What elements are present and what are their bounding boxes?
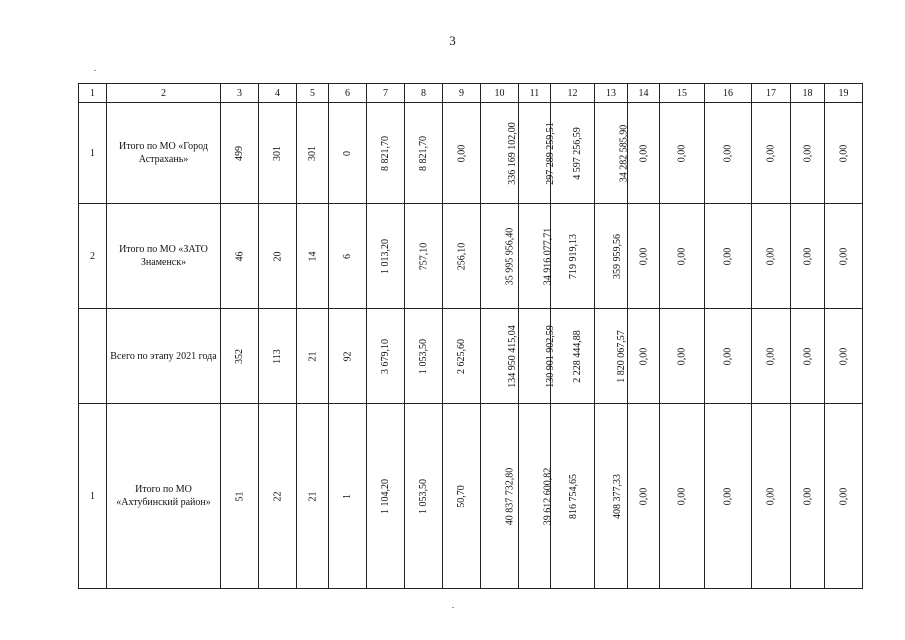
- value-cell-col-14: [628, 309, 660, 404]
- value-text: 0,00: [456, 144, 467, 162]
- value-text: 0,00: [802, 487, 813, 505]
- value-text: 0,00: [765, 347, 777, 365]
- value-text: 1 013,20: [380, 238, 391, 274]
- header-cell-2: 2: [107, 84, 221, 103]
- value-text: 8 821,70: [418, 135, 429, 171]
- value-text: 39 612 600,82: [542, 467, 554, 525]
- value-text: 0,00: [765, 487, 777, 505]
- header-cell-3: 3: [221, 84, 259, 103]
- row-name-cell: Итого по МО «Ахтубинский район»: [107, 404, 221, 589]
- value-text: 359 959,56: [612, 233, 623, 279]
- header-cell-10: 10: [481, 84, 519, 103]
- header-cell-19: 19: [825, 84, 863, 103]
- header-cell-12: 12: [551, 84, 595, 103]
- value-text: 40 837 732,80: [504, 467, 516, 525]
- value-text: 134 950 415,04: [506, 324, 518, 388]
- value-text: 0,00: [638, 487, 649, 505]
- value-cell-col-4: [259, 309, 297, 404]
- header-cell-15: 15: [660, 84, 705, 103]
- value-cell-col-16: [705, 309, 752, 404]
- value-cell-col-5: [297, 404, 329, 589]
- value-text: 21: [307, 491, 318, 501]
- value-cell-col-13: [595, 103, 628, 204]
- value-cell-col-15: [660, 103, 705, 204]
- value-text: 0,00: [838, 347, 849, 365]
- value-cell-col-16: [705, 103, 752, 204]
- value-text: 34 282 585,90: [618, 124, 630, 182]
- header-cell-1: 1: [79, 84, 107, 103]
- value-text: 0,00: [838, 144, 849, 162]
- value-text: 2 625,60: [456, 338, 467, 374]
- value-text: 20: [272, 251, 283, 261]
- value-cell-col-16: [705, 404, 752, 589]
- value-text: 256,10: [456, 242, 467, 270]
- value-cell-col-4: [259, 404, 297, 589]
- value-cell-col-15: [660, 204, 705, 309]
- table-row: [79, 103, 863, 204]
- value-cell-col-14: [628, 404, 660, 589]
- value-text: 35 995 956,40: [504, 227, 516, 285]
- value-text: 6: [342, 253, 353, 259]
- header-cell-9: 9: [443, 84, 481, 103]
- value-text: 499: [234, 145, 245, 161]
- value-cell-col-3: [221, 404, 259, 589]
- value-text: 34 916 077,71: [542, 227, 554, 285]
- value-cell-col-11: [519, 309, 556, 404]
- header-cell-6: 6: [329, 84, 367, 103]
- value-text: 352: [234, 348, 245, 364]
- table-row: [79, 204, 863, 309]
- value-cell-col-5: [297, 204, 329, 309]
- header-row: [79, 84, 863, 103]
- value-text: 0,00: [676, 247, 688, 265]
- value-cell-col-9: [443, 309, 481, 404]
- value-cell-col-7: [367, 309, 405, 404]
- value-cell-col-10: [481, 204, 519, 309]
- value-cell-col-18: [791, 103, 825, 204]
- value-text: 0,00: [838, 487, 849, 505]
- value-cell-col-18: [791, 309, 825, 404]
- value-text: 1 053,50: [418, 338, 429, 374]
- value-cell-col-7: [367, 204, 405, 309]
- value-cell-col-17: [752, 204, 791, 309]
- value-text: 0: [342, 150, 353, 156]
- value-cell-col-13: [595, 204, 628, 309]
- value-cell-col-3: [221, 309, 259, 404]
- value-cell-col-5: [297, 103, 329, 204]
- value-text: 1 104,20: [380, 478, 391, 514]
- header-cell-11: 11: [519, 84, 551, 103]
- value-text: 0,00: [722, 144, 734, 162]
- value-text: 1 053,50: [418, 478, 429, 514]
- value-text: 408 377,33: [612, 473, 623, 519]
- value-cell-col-10: [481, 309, 519, 404]
- header-cell-14: 14: [628, 84, 660, 103]
- value-text: 0,00: [765, 247, 777, 265]
- value-text: 3 679,10: [380, 338, 391, 374]
- value-cell-col-18: [791, 204, 825, 309]
- value-text: 0,00: [802, 247, 813, 265]
- value-cell-col-13: [595, 404, 628, 589]
- value-cell-col-8: [405, 103, 443, 204]
- row-number-cell: 1: [79, 404, 107, 589]
- value-text: 816 754,65: [568, 473, 579, 519]
- value-cell-col-19: [825, 103, 863, 204]
- value-text: 0,00: [638, 144, 649, 162]
- value-text: 0,00: [722, 347, 734, 365]
- value-cell-col-11: [519, 404, 554, 589]
- value-cell-col-12: [551, 404, 595, 589]
- value-cell-col-17: [752, 404, 791, 589]
- value-cell-col-17: [752, 103, 791, 204]
- value-cell-col-10: [481, 103, 519, 204]
- value-cell-col-9: [443, 103, 481, 204]
- value-text: 4 597 256,59: [571, 126, 583, 180]
- value-text: 2 228 444,88: [571, 329, 583, 383]
- value-cell-col-12: [551, 309, 595, 404]
- value-text: 297 289 259,51: [544, 121, 556, 185]
- value-cell-col-15: [660, 309, 705, 404]
- value-cell-col-14: [628, 103, 660, 204]
- value-text: 51: [234, 491, 245, 501]
- value-cell-col-7: [367, 103, 405, 204]
- value-text: 0,00: [802, 144, 813, 162]
- value-cell-col-11: [519, 103, 556, 204]
- value-cell-col-18: [791, 404, 825, 589]
- value-cell-col-19: [825, 404, 863, 589]
- value-text: 0,00: [838, 247, 849, 265]
- value-text: 0,00: [802, 347, 813, 365]
- header-cell-5: 5: [297, 84, 329, 103]
- value-cell-col-16: [705, 204, 752, 309]
- value-cell-col-9: [443, 404, 481, 589]
- value-text: 757,10: [418, 242, 429, 270]
- header-cell-18: 18: [791, 84, 825, 103]
- value-cell-col-4: [259, 204, 297, 309]
- value-text: 0,00: [765, 144, 777, 162]
- value-text: 0,00: [638, 347, 649, 365]
- header-cell-13: 13: [595, 84, 628, 103]
- value-text: 0,00: [676, 144, 688, 162]
- value-cell-col-3: [221, 103, 259, 204]
- value-text: 1: [342, 493, 353, 499]
- value-text: 336 169 102,00: [506, 121, 518, 185]
- value-text: 8 821,70: [380, 135, 391, 171]
- header-cell-4: 4: [259, 84, 297, 103]
- value-text: 50,70: [456, 484, 467, 508]
- value-cell-col-6: [329, 404, 367, 589]
- value-cell-col-8: [405, 204, 443, 309]
- value-cell-col-11: [519, 204, 554, 309]
- value-text: 719 919,13: [568, 233, 579, 279]
- value-cell-col-12: [551, 103, 595, 204]
- value-cell-col-8: [405, 309, 443, 404]
- row-name-cell: Всего по этапу 2021 года: [107, 309, 221, 404]
- value-cell-col-8: [405, 404, 443, 589]
- value-text: 0,00: [722, 487, 734, 505]
- value-text: 113: [271, 348, 283, 364]
- value-cell-col-15: [660, 404, 705, 589]
- value-text: 46: [234, 251, 245, 261]
- header-cell-7: 7: [367, 84, 405, 103]
- value-text: 301: [307, 145, 318, 161]
- table-row: [79, 309, 863, 404]
- value-cell-col-12: [551, 204, 595, 309]
- value-text: 1 820 067,57: [615, 329, 627, 383]
- table-row: [79, 404, 863, 589]
- row-name-cell: Итого по МО «ЗАТО Знаменск»: [107, 204, 221, 309]
- value-cell-col-5: [297, 309, 329, 404]
- value-text: 301: [272, 145, 283, 161]
- value-cell-col-19: [825, 309, 863, 404]
- value-text: 0,00: [722, 247, 734, 265]
- value-cell-col-13: [595, 309, 628, 404]
- page-number: 3: [449, 33, 456, 48]
- row-number-cell: 2: [79, 204, 107, 309]
- value-text: 22: [272, 491, 283, 501]
- row-number-cell: 1: [79, 103, 107, 204]
- value-text: 0,00: [676, 347, 688, 365]
- report-table: [78, 83, 863, 589]
- value-text: 92: [342, 351, 353, 361]
- value-text: 0,00: [638, 247, 649, 265]
- value-cell-col-6: [329, 103, 367, 204]
- value-cell-col-3: [221, 204, 259, 309]
- row-name-cell: Итого по МО «Город Астрахань»: [107, 103, 221, 204]
- value-text: 14: [307, 251, 318, 261]
- value-cell-col-4: [259, 103, 297, 204]
- value-text: 0,00: [676, 487, 688, 505]
- header-cell-17: 17: [752, 84, 791, 103]
- value-cell-col-19: [825, 204, 863, 309]
- value-text: 130 901 902,59: [544, 324, 556, 388]
- value-cell-col-6: [329, 309, 367, 404]
- row-number-cell: [79, 309, 107, 404]
- header-cell-16: 16: [705, 84, 752, 103]
- header-cell-8: 8: [405, 84, 443, 103]
- value-cell-col-7: [367, 404, 405, 589]
- value-cell-col-17: [752, 309, 791, 404]
- value-text: 21: [307, 351, 318, 361]
- value-cell-col-10: [481, 404, 519, 589]
- value-cell-col-6: [329, 204, 367, 309]
- value-cell-col-9: [443, 204, 481, 309]
- value-cell-col-14: [628, 204, 660, 309]
